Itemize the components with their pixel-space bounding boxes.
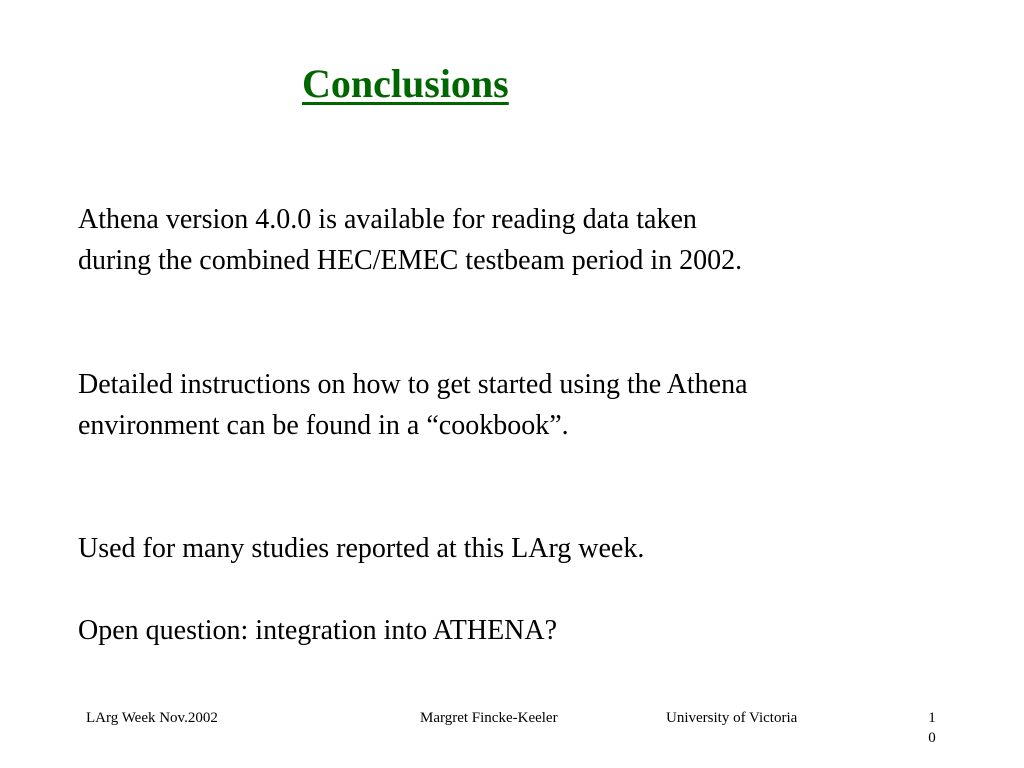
footer-institution: University of Victoria [666, 710, 798, 726]
footer-author: Margret Fincke-Keeler [420, 710, 558, 726]
slide-title: Conclusions [302, 61, 509, 106]
paragraph-line: Open question: integration into ATHENA? [78, 615, 558, 646]
paragraph-open-question [78, 610, 557, 651]
paragraph-studies [78, 528, 644, 569]
footer-page-number: 10 [928, 710, 936, 746]
footer-event: LArg Week Nov.2002 [86, 710, 218, 726]
paragraph-line: Athena version 4.0.0 is available for reading data taken [78, 204, 697, 235]
paragraph-line: Detailed instructions on how to get started using the Athena [78, 369, 748, 400]
paragraph-line: Used for many studies reported at this LArg week. [78, 533, 645, 564]
paragraph-line: environment can be found in a “cookbook”. [78, 410, 569, 441]
paragraph-line: during the combined HEC/EMEC testbeam period in 2002. [78, 245, 743, 276]
paragraph-athena-version [78, 199, 742, 281]
paragraph-cookbook [78, 364, 748, 446]
